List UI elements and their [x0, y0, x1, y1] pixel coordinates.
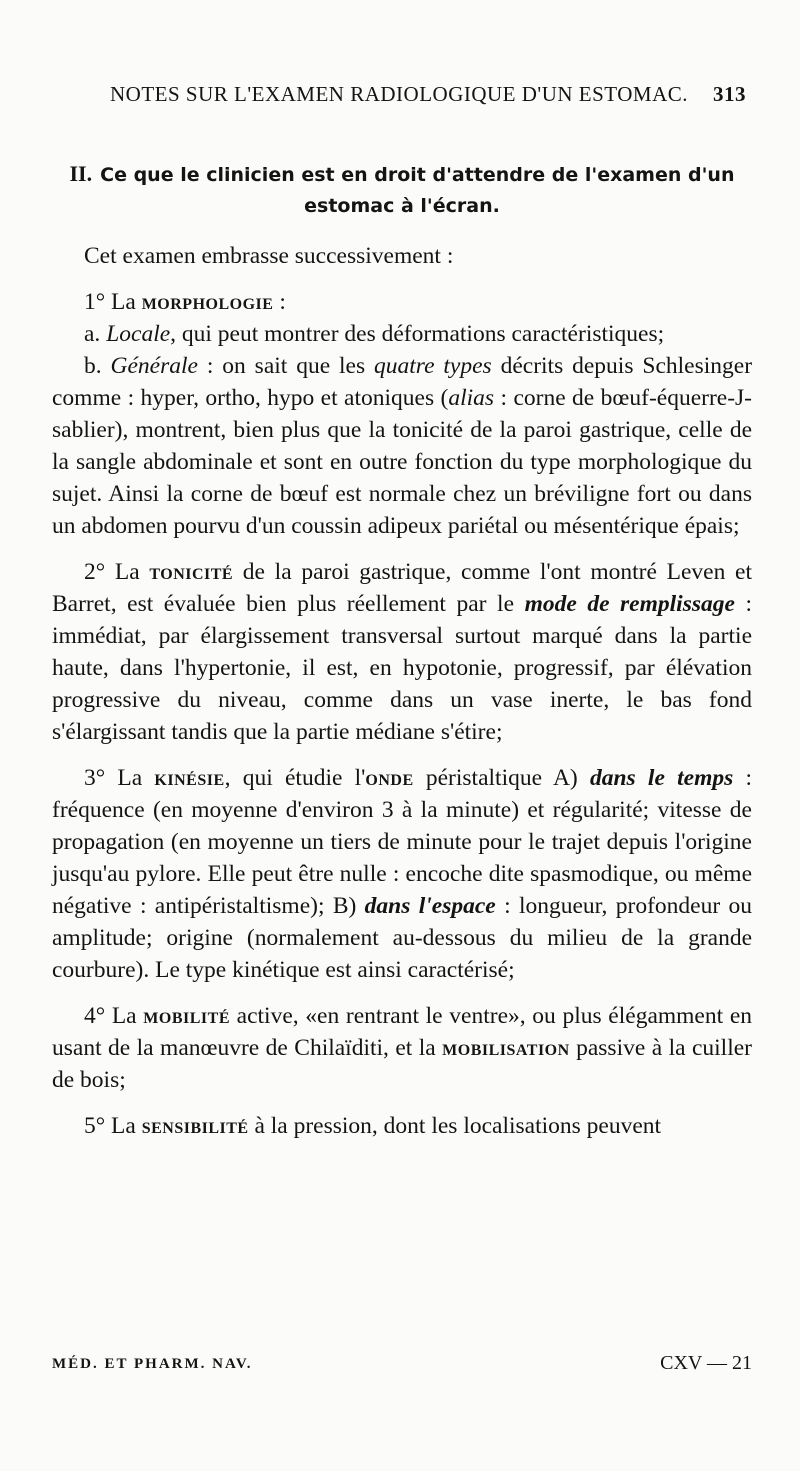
emphasis-text: alias	[448, 385, 495, 411]
item-article: La	[111, 1003, 137, 1029]
item-number: 2°	[84, 559, 106, 585]
paragraph-morphologie	[52, 286, 752, 318]
page-number: 313	[713, 82, 746, 106]
item-term: mobilisation	[442, 1035, 570, 1061]
item-text: active, «en rentrant le ventre», ou plus élégamment en usant de la manœuvre de Chilaïditi, et la	[52, 1003, 752, 1061]
running-title: NOTES SUR L'EXAMEN RADIOLOGIQUE D'UN ESTOMAC.	[110, 82, 689, 106]
item-number: 1°	[84, 289, 106, 315]
paragraph-intro: Cet examen embrasse successivement :	[84, 243, 454, 269]
paragraph-kinesie	[52, 762, 752, 986]
item-text: : fréquence (en moyenne d'environ 3 à la minute) et régularité; vitesse de propagation (en moyenne un tiers de minute pour le trajet depuis l'origine jusqu'au pylore. Elle peut être nulle : encoche dite spasmodique, ou même négative : antipéristaltisme); B)	[52, 765, 753, 919]
item-text: de la paroi gastrique, comme l'ont montré Leven et Barret, est évaluée bien plus réellement par le	[52, 559, 753, 617]
item-article: La	[111, 289, 136, 315]
printer-signature: MÉD. ET PHARM. NAV.	[52, 1356, 253, 1372]
sub-item-text: , qui peut montrer des déformations caractéristiques;	[170, 321, 665, 347]
section-title: Ce que le clinicien est en droit d'attendre de l'examen d'un estomac à l'écran.	[100, 164, 735, 217]
item-term: sensibilité	[141, 1113, 249, 1139]
sub-item-text: décrits depuis Schlesinger comme : hyper, ortho, hypo et atoniques (	[52, 353, 753, 411]
item-text: : longueur, profondeur ou amplitude; origine (normalement au-dessous du milieu de la grande courbure). Le type kinétique est ainsi caractérisé;	[52, 893, 753, 983]
item-text: , qui étudie l'	[224, 765, 366, 791]
sub-item-label: a.	[84, 321, 101, 347]
paragraph-sensibilite	[52, 1110, 752, 1142]
item-term: tonicité	[149, 559, 234, 585]
paragraph-tonicite	[52, 556, 752, 748]
paragraph-mobilite	[52, 1000, 752, 1096]
document-page	[52, 70, 752, 1450]
body-text	[52, 240, 752, 1142]
item-article: La	[114, 559, 140, 585]
item-term: mobilité	[143, 1003, 230, 1029]
item-text: à la pression, dont les localisations peuvent	[248, 1113, 662, 1139]
item-text: passive à la cuiller de bois;	[52, 1035, 752, 1093]
item-article: La	[111, 1113, 136, 1139]
emphasis-text: mode de remplissage	[524, 591, 735, 617]
paragraph-locale	[52, 318, 752, 350]
item-text: :	[273, 289, 286, 315]
item-number: 4°	[84, 1003, 106, 1029]
item-text: : immédiat, par élargissement transversal surtout marqué dans la partie haute, dans l'hypertonie, il est, en hypotonie, progressif, par élévation progressive du niveau, comme dans un vase inerte, le bas fond s'élargissant tandis que la partie médiane s'étire;	[52, 591, 752, 745]
section-heading	[52, 158, 752, 222]
emphasis-text: dans le temps	[589, 765, 734, 791]
item-term: kinésie	[154, 765, 225, 791]
sub-item-text: : corne de bœuf-équerre-J-sablier), montrent, bien plus que la tonicité de la paroi gastrique, celle de la sangle abdominale et sont en outre fonction du type morphologique du sujet. Ainsi la corne de bœuf est normale chez un bréviligne fort ou dans un abdomen pourvu d'un coussin adipeux pariétal ou mésentérique épais;	[52, 385, 753, 539]
item-number: 5°	[84, 1113, 106, 1139]
item-text: péristaltique A)	[413, 765, 590, 791]
item-number: 3°	[84, 765, 106, 791]
emphasis-text: quatre types	[374, 353, 492, 379]
section-number: II.	[69, 161, 93, 186]
sub-item-label: b.	[84, 353, 102, 379]
emphasis-text: onde	[365, 765, 414, 791]
sub-item-term: Générale	[110, 353, 198, 379]
sub-item-term: Locale	[106, 321, 171, 347]
paragraph-generale	[52, 350, 752, 542]
item-article: La	[117, 765, 143, 791]
item-term: morphologie	[141, 289, 274, 315]
emphasis-text: dans l'espace	[364, 893, 496, 919]
sheet-mark: CXV — 21	[660, 1352, 752, 1374]
sub-item-text: : on sait que les	[197, 353, 375, 379]
